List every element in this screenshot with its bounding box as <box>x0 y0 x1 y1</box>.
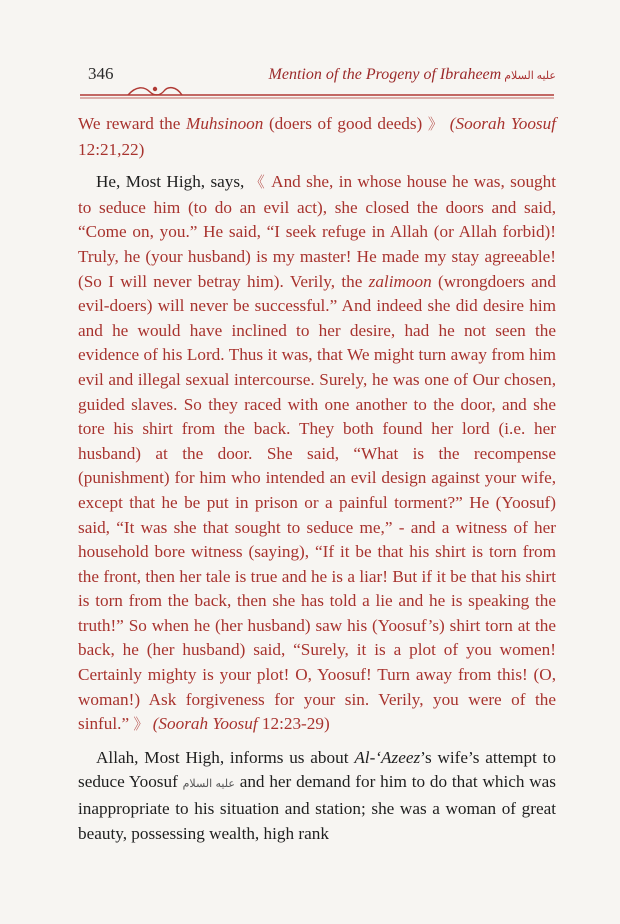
quran-quote <box>78 172 556 733</box>
honorific-glyph: عليه السلام <box>504 70 556 82</box>
text-run: Allah, Most High, informs us about <box>96 747 355 767</box>
text-run: ’s wife’s attempt to seduce Yoosuf <box>78 747 556 792</box>
text-run: We reward the <box>78 114 186 133</box>
paragraph-2 <box>78 170 556 738</box>
text-run: (doers of good deeds) <box>263 114 428 133</box>
paragraph-1 <box>78 112 556 162</box>
text-run: and her demand for him to do that which was inappropriate to his situation and station; she was a woman of great beauty, possessing wealth, high rank <box>78 772 556 843</box>
term-zalimoon: zalimoon <box>368 271 432 291</box>
running-title-text: Mention of the Progeny of Ibraheem <box>268 66 502 83</box>
text-run: He, Most High, says, <box>96 172 250 192</box>
quran-open-bracket-icon: 《 <box>249 175 266 192</box>
decorative-rule-icon <box>78 82 556 102</box>
paragraph-3 <box>78 746 556 846</box>
honorific-glyph: عليه السلام <box>182 778 235 791</box>
reference-title: (Soorah Yoosuf <box>148 714 258 734</box>
page-number: 346 <box>88 64 114 83</box>
quote-run: And she, in whose house he was, sought to seduce him (to do an evil act), she closed the doors and said, “Come on, you.” He said, “I seek refuge in Allah (or Allah forbid)! Truly, he (your husband) is my master! He made my stay agreeable! (So I will never betray him). Verily, the <box>78 172 557 291</box>
reference-title: (Soorah Yoosuf <box>449 114 556 133</box>
quran-close-bracket-icon: 》 <box>133 717 149 734</box>
reference-number: 12:23-29) <box>257 714 330 734</box>
quote-run: (wrongdoers and evil-doers) will never be successful.” And indeed she did desire him and he would have inclined to her desire, had he not seen the evidence of his Lord. Thus it was, that We might turn away from him evil and illegal sexual intercourse. Surely, he was one of Our chosen, guided slaves. So they raced with one another to the door, and she tore his shirt from the back. They both found her lord (i.e. her husband) at the door. She said, “What is the recompense (punishment) for him who intended an evil design against your wife, except that he be put in prison or a painful torment?” He (Yoosuf) said, “It was she that sought to seduce me,” - and a witness of her household bore witness (saying), “If it be that his shirt is torn from the front, then her tale is true and he is a liar! But if it be that his shirt is torn from the back, then she has told a lie and he is speaking the truth!” So when he (her husband) saw his (Yoosuf’s) shirt torn at the back, he (her husband) said, “Surely, it is a plot of you women! Certainly mighty is your plot! O, Yoosuf! Turn away from this! (O, woman!) Ask forgiveness for your sin. Verily, you were of the sinful.” <box>78 271 556 734</box>
reference-number: 12:21,22) <box>78 139 145 159</box>
quran-close-bracket-icon: 》 <box>427 117 445 133</box>
term-al-azeez: Al-‘Azeez <box>354 747 421 767</box>
page-body <box>78 112 556 846</box>
term-muhsinoon: Muhsinoon <box>186 114 264 133</box>
page-header <box>78 62 556 102</box>
